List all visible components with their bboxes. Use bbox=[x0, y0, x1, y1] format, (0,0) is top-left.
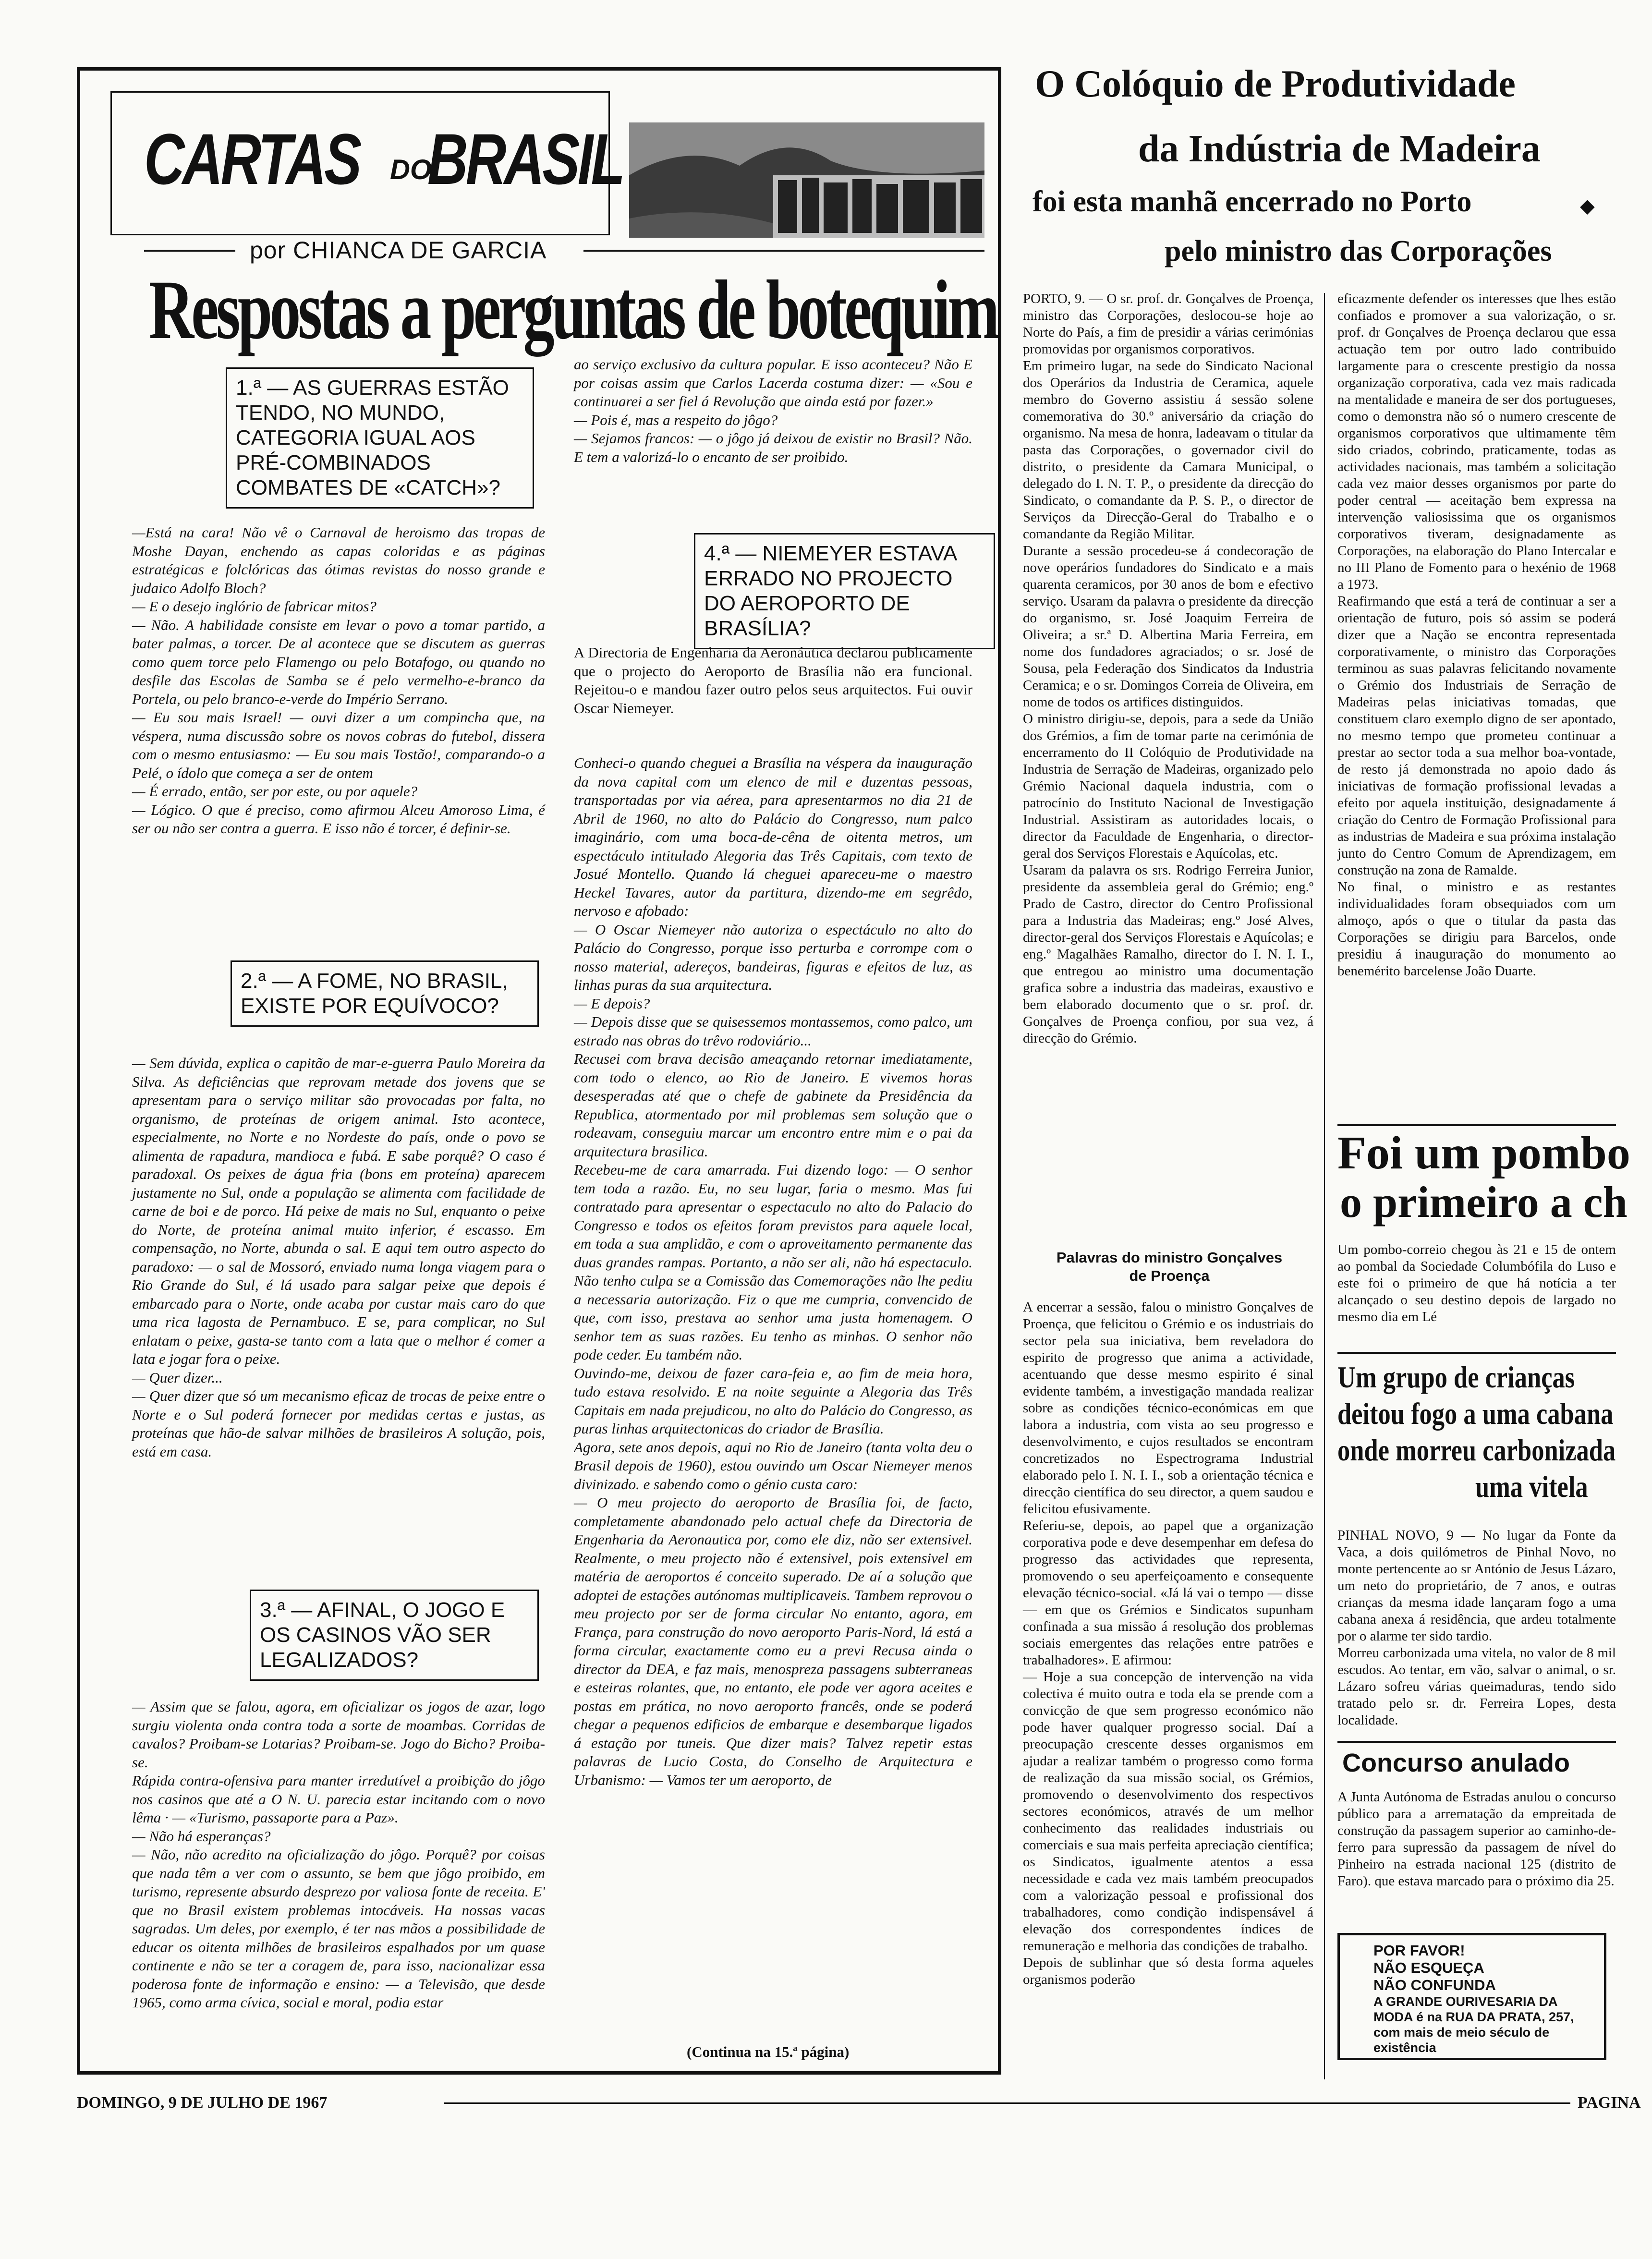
column-divider bbox=[1324, 293, 1325, 2079]
criancas-headline-3: onde morreu carbonizada bbox=[1337, 1433, 1616, 1467]
pombo-headline-2: o primeiro a ch bbox=[1340, 1178, 1628, 1227]
coloquio-column-2: eficazmente defender os interesses que lhes estão confiados e promover a sua valorização, o sr. prof. dr Gonçalves de Proença declarou que essa actuação tem por outro lado contribuido largamente para o crescente prestigio da nossa organização corporativa, cada vez mais radicada na mentalidade e maneira de ser dos portugueses, como o demonstra não só o numero crescente de organismos corporativos que ultimamente têm sido criados, cobrindo, praticamente, todas as actividades nacionais, mas também a solicitação cada vez maior desses organismos por parte do poder central — aceitação bem expressa na intervenção valiosissima que os organismos corporativos tiveram, designadamente as Corporações, na elaboração do Plano Intercalar e no III Plano de Fomento para o hexénio de 1968 a 1973. Reafirmando que está a terá de continuar a ser a orientação de futuro, pois só assim se poderá dizer que a Nação se encontra representada corporativamente, o ministro das Corporações terminou as suas palavras felicitando novamente o Grémio dos Industriais de Serração de Madeiras pelas iniciativas tomadas, que constituem claro exemplo digno de ser apontado, no mesmo tempo que prometeu continuar a prestar ao sector toda a sua melhor boa-vontade, de resto já demonstrada no apoio dado ás iniciativas de formação profissional levadas a efeito por aquela instituição, designadamente á criação do Centro de Formação Profissional para as industrias de Madeira e sua próxima instalação junto do Centro Comum de Aprendizagem, em construção na zona de Ramalde. No final, o ministro e as restantes individualidades foram obsequiados com um almoço, após o que o titular da pasta das Corporações se dirigiu para Barcelos, onde presidiu á inauguração do monumento ao benemérito barcelense João Duarte. bbox=[1337, 291, 1616, 979]
question-3-box: 3.ª — AFINAL, O JOGO E OS CASINOS VÃO SER LEGALIZADOS? bbox=[250, 1590, 539, 1681]
coloquio-subhead: Palavras do ministro Gonçalves de Proença bbox=[1056, 1249, 1283, 1284]
criancas-headline bbox=[1337, 1359, 1616, 1505]
ad-line-1: POR FAVOR! bbox=[1373, 1942, 1465, 1959]
answer-3: — Assim que se falou, agora, em oficializar os jogos de azar, logo surgiu violenta onda contra toda a sorte de moambas. Corridas de cavalos? Proibam-se Lotarias? Proibam-se. Jogo do Bicho? Proiba-se. Rápida contra-ofensiva para manter irredutível a proibição do jôgo nos casinos que até a O N. U. parecia estar incitando com o novo lêma · — «Turismo, passaporte para a Paz». — Não há esperanças? — Não, não acredito na oficialização do jôgo. Porquê? por coisas que nada têm a ver com o assunto, se bem que jôgo proibido, em turismo, represente absurdo desprezo por valiosa fonte de receita. E' que no Brasil existem problemas intocáveis. Ha nossas vacas sagradas. Um deles, por exemplo, é ter nas mãos a possibilidade de educar os oitenta milhões de brasileiros espalhados por um quase continente e não se ter a coragem de, para isso, nacionalizar essa poderosa fonte de informação e ensino: — a Televisão, que desde 1965, como arma cívica, social e moral, podia estar bbox=[132, 1698, 545, 2011]
criancas-headline-2: deitou fogo a uma cabana bbox=[1337, 1397, 1614, 1431]
masthead-cartas: CARTAS bbox=[144, 119, 360, 199]
byline: por CHIANCA DE GARCIA bbox=[250, 237, 547, 264]
question-2-box: 2.ª — A FOME, NO BRASIL, EXISTE POR EQUÍVOCO? bbox=[231, 960, 539, 1027]
concurso-headline: Concurso anulado bbox=[1342, 1749, 1570, 1777]
criancas-headline-4: uma vitela bbox=[1475, 1470, 1588, 1504]
coloquio-headline-4: pelo ministro das Corporações bbox=[1165, 235, 1552, 267]
masthead-do: DO bbox=[390, 154, 432, 185]
feature-headline: Respostas a perguntas de botequim bbox=[149, 263, 997, 357]
ad-line-3: NÃO CONFUNDA bbox=[1373, 1977, 1496, 1993]
question-4-box: 4.ª — NIEMEYER ESTAVA ERRADO NO PROJECTO DO AEROPORTO DE BRASÍLIA? bbox=[694, 533, 995, 649]
byline-rule-right bbox=[583, 250, 984, 252]
bullet-icon: ◆ bbox=[1580, 195, 1595, 217]
ad-line-4: A GRANDE OURIVESARIA DA MODA é na RUA DA PRATA, 257, com mais de meio século de existência bbox=[1373, 1994, 1574, 2055]
answer-2: — Sem dúvida, explica o capitão de mar-e-guerra Paulo Moreira da Silva. As deficiências que reprovam metade dos jovens que se apresentam para o serviço militar são provocadas por falta, no organismo, de proteínas de origem animal. Isto acontece, especialmente, no Norte e no Nordeste do país, onde o povo se alimenta de rapadura, mandioca e fubá. E sabe porquê? O caso é paradoxal. Os peixes de água fria (bons em proteína) aparecem justamente no Sul, onde a população se alimenta com facilidade de carne de boi e de porco. Há peixe de mais no Sul, enquanto o peixe do Norte, de proteína animal muito inferior, é escasso. Em compensação, no Norte, abunda o sal. E aqui tem outro aspecto do paradoxo: — o sal de Mossoró, enviado numa longa viagem para o Rio Grande do Sul, é lá usado para salgar peixe que depois é embarcado para o Norte, onde acaba por custar mais caro do que uma rica lagosta de Pernambuco. E se, para complicar, no Sul enlatam o peixe, gasta-se tanto com a lata que o melhor é comer a lata e jogar fora o peixe. — Quer dizer... — Quer dizer que só um mecanismo eficaz de trocas de peixe entre o Norte e o Sul poderá fornecer por medidas certas e justas, as proteínas que hão-de salvar milhões de brasileiros A solução, pois, está em casa. bbox=[132, 1055, 545, 1460]
footer-rule bbox=[444, 2102, 1570, 2104]
pombo-text: Um pombo-correio chegou às 21 e 15 de ontem ao pombal da Sociedade Columbófila do Luso e este foi o primeiro de que há notícia a ter alcançado o seu destino depois de largado no mesmo dia em Lé bbox=[1337, 1242, 1616, 1324]
coloquio-headline-1: O Colóquio de Produtividade bbox=[1035, 63, 1516, 105]
criancas-text: PINHAL NOVO, 9 — No lugar da Fonte da Vaca, a dois quilómetros de Pinhal Novo, no monte pertencente ao sr António de Jesus Lázaro, um neto do proprietário, de 7 anos, e outras crianças da mesma idade lançaram fogo a uma cabana anexa á residência, que ardeu totalmente por o alarme ter sido tardio. Morreu carbonizada uma vitela, no valor de 8 mil escudos. Ao tentar, em vão, salvar o animal, o sr. Lázaro sofreu várias queimaduras, tendo sido tratado pelo sr. dr. Ferreira Lopes, desta localidade. bbox=[1337, 1528, 1616, 1728]
pombo-bottom-rule bbox=[1337, 1352, 1616, 1354]
ourivesaria-ad bbox=[1337, 1933, 1606, 2060]
column-2-top: ao serviço exclusivo da cultura popular. E isso aconteceu? Não E por coisas assim que Carlos Lacerda costuma dizer: — «Sou e continuarei a ser fiel á Revolução que ainda está por fazer.» — Pois é, mas a respeito do jôgo? — Sejamos francos: — o jôgo já deixou de existir no Brasil? Não. E tem a valorizá-lo o encanto de ser proibido. bbox=[574, 356, 972, 465]
coloquio-column-1: PORTO, 9. — O sr. prof. dr. Gonçalves de Proença, ministro das Corporações, deslocou-se hoje ao Norte do País, a fim de presidir a várias cerimónias promovidas por organismos corporativos. Em primeiro lugar, na sede do Sindicato Nacional dos Operários da Industria de Ceramica, aquele membro do Governo assistiu á sessão solene comemorativa do 30.º aniversário da criação do organismo. Na mesa de honra, ladeavam o titular da pasta das Corporações, o governador civil do distrito, o presidente da Camara Municipal, o delegado do I. N. T. P., o presidente da direcção do Sindicato, o comandante da P. S. P., o director de Serviços da Direcção-Geral do Trabalho e o comandante da Região Militar. Durante a sessão procedeu-se á condecoração de nove operários fundadores do Sindicato e a mais quarenta ceramicos, por 30 anos de bom e efectivo serviço. Usaram da palavra o presidente da direcção do organismo, sr. José Joaquim Ferreira de Oliveira; a sr.ª D. Albertina Maria Ferreira, em nome dos fundadores agraciados; o sr. José de Sousa, pela Federação dos Sindicatos da Industria Ceramica; e o sr. Domingos Correia de Oliveira, em nome de todos os artifices distinguidos. O ministro dirigiu-se, depois, para a sede da União dos Grémios, a fim de tomar parte na cerimónia de encerramento do II Colóquio de Produtividade na Industria de Serração de Madeiras, organizado pelo Grémio Nacional daquela industria, com o patrocínio do Instituto Nacional de Investigação Industrial. Assistiram as autoridades locais, o director da Faculdade de Engenharia, o director-geral dos Serviços Florestais e Aquícolas, etc. Usaram da palavra os srs. Rodrigo Ferreira Junior, presidente da assembleia geral do Grémio; eng.º Prado de Castro, director do Centro Profissional para a Industria das Madeiras; eng.º José Alves, director-geral dos Serviços Florestais e Aquícolas; e eng.º Magalhães Ramalho, director do I. N. I. I., que entregou ao ministro uma documentação grafica sobre a industria das madeiras, exaustivo e bem elaborado documento que o sr. prof. dr. Gonçalves de Proença confiou, por sua vez, á direcção do Grémio. bbox=[1023, 291, 1313, 1046]
answer-4: Conheci-o quando cheguei a Brasília na véspera da inauguração da nova capital com um elenco de mil e duzentas pessoas, transportadas por via aérea, para apresentarmos no dia 21 de Abril de 1960, no alto do Palácio do Congresso, num palco imaginário, com uma boca-de-cêna de oitenta metros, um espectáculo intitulado Alegoria das Três Capitais, com texto de Josué Montello. Quando lá cheguei apareceu-me o maestro Heckel Tavares, autor da partitura, dizendo-me em segrêdo, nervoso e afobado: — O Oscar Niemeyer não autoriza o espectáculo no alto do Palácio do Congresso, porque isso perturba e corrompe com o nosso material, adereços, bandeiras, figuras e efeitos de luz, as linhas puras da sua arquitectura. — E depois? — Depois disse que se quisessemos montassemos, como palco, um estrado nas obras do trêvo rodoviário... Recusei com brava decisão ameaçando retornar imediatamente, com todo o elenco, ao Rio de Janeiro. E vivemos horas desesperadas até que o chefe de gabinete da Presidência da Republica, atormentado por mil problemas sem solução que o rodeavam, conseguiu marcar um encontro entre mim e o pai da arquitectura brasilica. Recebeu-me de cara amarrada. Fui dizendo logo: — O senhor tem toda a razão. Eu, no seu lugar, faria o mesmo. Mas fui contratado para apresentar o espectaculo no alto do Palacio do Congresso e todos os efeitos foram previstos para aquele local, em toda a sua amplidão, e com o aproveitamento permanente das duas grandes rampas. Portanto, a não ser ali, não há espectaculo. Não tenho culpa se a Comissão das Comemorações não lhe pediu a necessaria autorização. Fiz o que me cumpria, convencido de que, com isso, prestava ao senhor uma justa homenagem. O senhor tem as suas razões. Eu tenho as minhas. O senhor não pode ceder. Eu também não. Ouvindo-me, deixou de fazer cara-feia e, ao fim de meia hora, tudo estava resolvido. E na noite seguinte a Alegoria das Três Capitais em nada prejudicou, no alto do Palácio do Congresso, as puras linhas arquitectonicas do criador de Brasília. Agora, sete anos depois, aqui no Rio de Janeiro (tanta volta deu o Brasil depois de 1960), estou ouvindo um Oscar Niemeyer menos divinizado. e sabendo como o génio custa caro: — O meu projecto do aeroporto de Brasília foi, de facto, completamente abandonado pelo actual chefe da Directoria de Engenharia da Aeronautica por, como ele diz, não ser extensivel. Realmente, o meu projecto não é extensivel, pois extensivel em matéria de aeroportos é conceito superado. De aí a solução que adoptei de estações autónomas multiplicaveis. Tambem reprovou o meu projecto por ser de forma circular No entanto, agora, em França, para construção do novo aeroporto Paris-Nord, lá está a forma circular, exactamente como eu a previ Recusa ainda o director da DEA, e faz mais, menospreza passagens subterraneas e esteiras rolantes, que, no entanto, ele pode ver agora aceites e postas em prática, no novo aeroporto francês, onde se poderá chegar a pequenos edificios de embarque e desembarque ligados á estação por tuneis. Que dizer mais? Talvez repetir estas palavras de Lucio Costa, do Conselho de Arquitectura e Urbanismo: — Vamos ter um aeroporto, de bbox=[574, 754, 973, 1788]
footer-date: DOMINGO, 9 DE JULHO DE 1967 bbox=[77, 2094, 328, 2112]
continua-note: (Continua na 15.ª página) bbox=[687, 2043, 850, 2060]
city-photo-icon bbox=[629, 122, 984, 238]
pombo-headline-1: Foi um pombo bbox=[1337, 1127, 1630, 1179]
coloquio-headline-2: da Indústria de Madeira bbox=[1138, 128, 1541, 170]
masthead-brasil: BRASIL bbox=[427, 119, 623, 199]
coloquio-column-1b: A encerrar a sessão, falou o ministro Gonçalves de Proença, que felicitou o Grémio e os industriais do sector pela sua iniciativa, bem reveladora do espirito de progresso que anima a actividade, acentuando que desse mesmo espirito é sinal evidente também, a investigação mandada realizar sobre as condições técnico-económicas em que labora a industria, com vista ao seu progresso e desenvolvimento, e cujos resultados se encontram concretizados no Espectrograma Industrial elaborado pelo I. N. I. I., sob a orientação técnica e direcção científica do seu director, a quem saudou e felicitou efusivamente. Referiu-se, depois, ao papel que a organização corporativa pode e deve desempenhar em defesa do progresso das actividades que representa, promovendo o seu aperfeiçoamento e consequente elevação técnico-social. «Já lá vai o tempo — disse — em que os Grémios e Sindicatos supunham confinada a sua missão á resolução dos problemas sociais emergentes das relações entre patrões e trabalhadores». E afirmou: — Hoje a sua concepção de intervenção na vida colectiva é muito outra e toda ela se prende com a convicção de que sem progresso económico não pode haver qualquer progresso social. Daí a preocupação crescente desses organismos em ajudar a realizar também o progresso como forma de realização da sua missão social, os Grémios, promovendo o desenvolvimento dos respectivos sectores económicos, através de um melhor conhecimento das realidades industriais ou comerciais e sua mais perfeita apreciação científica; os Sindicatos, igualmente atentos a essa necessidade e cada vez mais também preocupados com a valorização pessoal e profissional dos trabalhadores, como condição indispensável á elevação dos correspondentes índices de remuneração e melhoria das condições de trabalho. Depois de sublinhar que só desta forma aqueles organismos poderão bbox=[1023, 1300, 1313, 1987]
concurso-text: A Junta Autónoma de Estradas anulou o concurso público para a arrematação da empreitada de construção da passagem superior ao caminho-de-ferro para supressão da passagem de nível do Pinheiro na estrada nacional 125 (distrito de Faro). que estava marcado para o próximo dia 25. bbox=[1337, 1789, 1616, 1889]
byline-rule bbox=[144, 250, 235, 252]
question-1-box: 1.ª — AS GUERRAS ESTÃO TENDO, NO MUNDO, CATEGORIA IGUAL AOS PRÉ-COMBINADOS COMBATES DE «CATCH»? bbox=[226, 367, 534, 509]
footer-page-label: PAGINA bbox=[1578, 2094, 1641, 2112]
ad-line-2: NÃO ESQUEÇA bbox=[1373, 1959, 1484, 1976]
answer-4-intro: A Directoria de Engenharia da Aeronáutica declarou publicamente que o projecto do Aeroporto de Brasília não era funcional. Rejeitou-o e mandou fazer outro pelos seus arquitectos. Fui ouvir Oscar Niemeyer. bbox=[574, 644, 972, 717]
masthead-title bbox=[144, 118, 420, 199]
coloquio-headline-3: foi esta manhã encerrado no Porto bbox=[1032, 185, 1472, 218]
criancas-headline-1: Um grupo de crianças bbox=[1337, 1360, 1575, 1394]
criancas-bottom-rule bbox=[1337, 1741, 1616, 1743]
answer-1: —Está na cara! Não vê o Carnaval de heroismo das tropas de Moshe Dayan, enchendo as capas coloridas e as páginas estratégicas e folclóricas das ótimas revistas do nosso grande e judaico Adolfo Bloch? — E o desejo inglório de fabricar mitos? — Não. A habilidade consiste em levar o povo a tomar partido, a bater palmas, a torcer. De al acontece que se discutem as guerras como quem torce pelo Flamengo ou pelo Botafogo, ou quando no desfile das Escolas de Samba se é pelo vermelho-e-branco da Portela, ou pelo branco-e-verde do Império Serrano. — Eu sou mais Israel! — ouvi dizer a um compincha que, na véspera, numa discussão sobre os novos cobras do futebol, dissera com o mesmo entusiasmo: — Eu sou mais Tostão!, comparando-o a Pelé, o ídolo que começa a ser de ontem — É errado, então, ser por este, ou por aquele? — Lógico. O que é preciso, como afirmou Alceu Amoroso Lima, é ser ou não ser contra a guerra. E isso não é torcer, é definir-se. bbox=[132, 524, 545, 837]
